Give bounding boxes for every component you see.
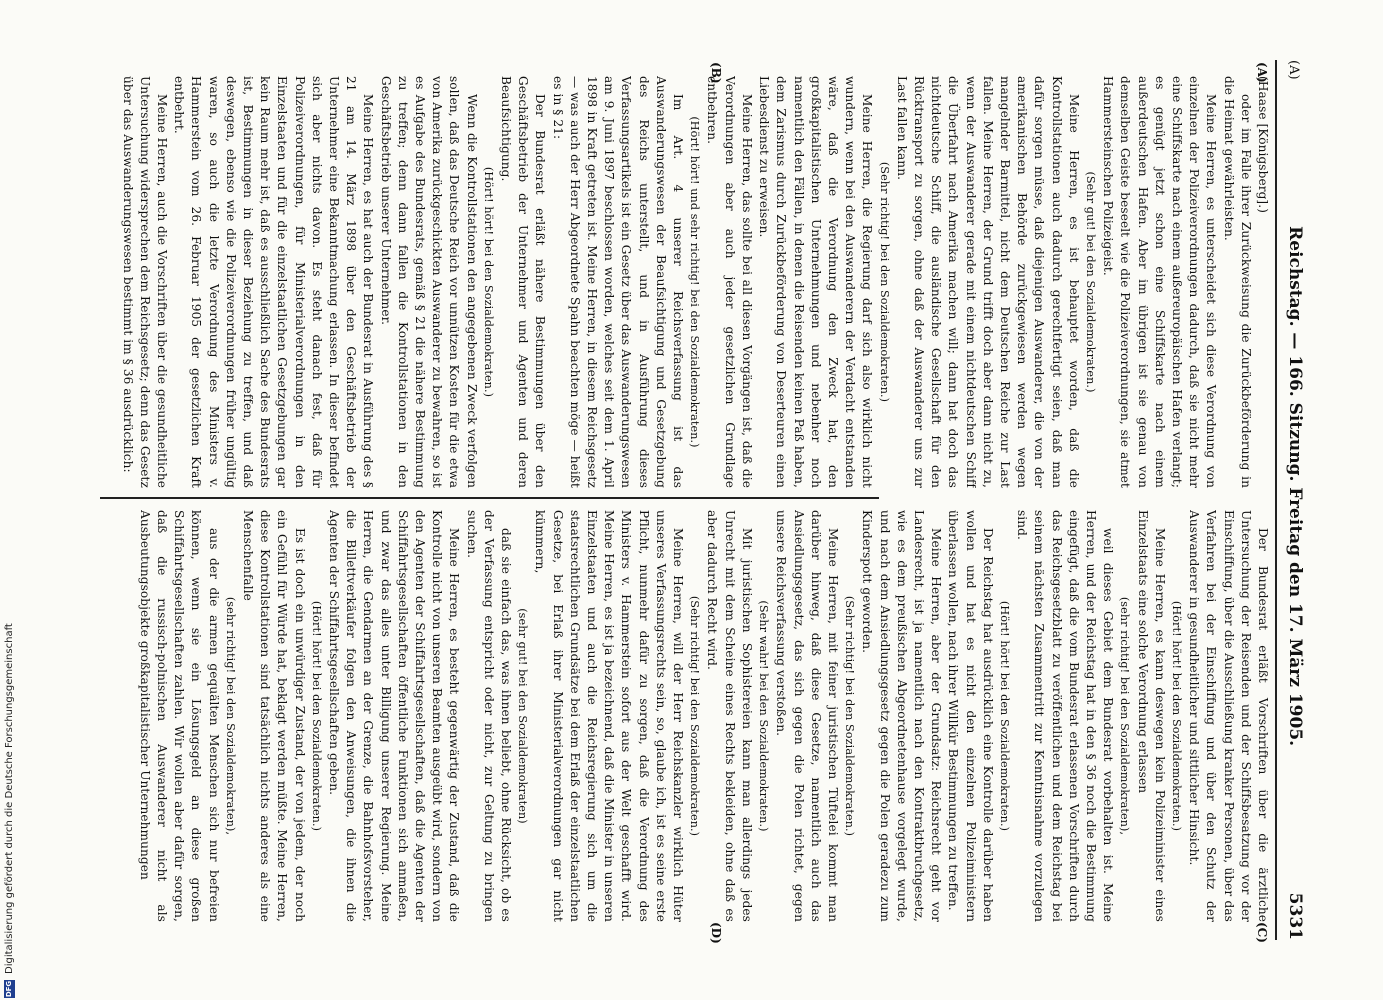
paragraph: aus der die armen gequälten Menschen sich nur befreien können, wenn sie ein Lösungsgeld an diese großen Schiffahrtsgesellschaften zahlen. Wir wollen aber dafür sorgen, daß die russisch-polnischen Auswanderer nicht als Ausbeutungsobjekte großkapitalistischer Unternehmungen bbox=[137, 510, 221, 922]
margin-marker-b: (B) bbox=[709, 62, 723, 84]
interjection: (sehr richtig! bei den Sozialdemokraten), bbox=[223, 596, 237, 836]
interjection: (sehr richtig! bei den Sozialdemokraten), bbox=[1118, 596, 1132, 836]
interjection: (Hört! hört! und sehr richtig! bei den Sozialdemokraten.) bbox=[688, 116, 702, 448]
footer-credit: Digitalisierung gefördert durch die Deutsche Forschungsgemeinschaft bbox=[3, 623, 15, 974]
paragraph: daß sie einfach das, was ihnen beliebt, ohne Rücksicht, ob es der Verfassung entspricht oder nicht, zur Geltung zu bringen suchen. bbox=[464, 510, 514, 922]
page-header bbox=[1279, 60, 1305, 940]
paragraph: Meine Herren, das sollte bei all diesen Vorgängen ist, daß die Verordnungen aber auch jeder gesetzlichen Grundlage entbehren. bbox=[705, 76, 754, 488]
footer bbox=[0, 0, 16, 1000]
paragraph: Meine Herren, es hat auch der Bundesrat in Ausführung des § 21 am 14. März 1898 über den Geschäftsbetrieb der Unternehmer eine Bekanntmachung erlassen. In dieser befindet sich aber nichts davon. Es steht danach fest, daß für Polizeiverordnungen, für Ministerialverordnungen in den Einzelstaaten und für die einzelstaatlichen Gesetzgebungen gar kein Raum mehr ist, daß es ausschließlich Sache des Bundesrats ist, Bestimmungen in dieser Beziehung zu treffen, und daß deswegen, ebenso wie die Polizeiverordnungen früher ungültig waren, so auch die letzte Verordnung des Ministers v. Hammerstein vom 26. Februar 1905 der gesetzlichen Kraft entbehrt. bbox=[172, 76, 376, 488]
text-column-right bbox=[100, 510, 1271, 922]
paragraph: Meine Herren, es kann deswegen kein Polizeiminister eines Einzelstaats eine solche Verordnung erlassen bbox=[1135, 510, 1167, 922]
paragraph: Meine Herren, die Regierung darf sich also wirklich nicht wundern, wenn bei den Auswanderern der Verdacht entstanden wäre, daß die Verordnung den Zweck hat, den großkapitalistischen Unternehmungen und nebenher noch namentlich den Fällen, in denen die Reisenden keinen Paß haben, dem Zarismus durch Zurückbeförderung von Deserteuren einen Liebesdienst zu erweisen. bbox=[757, 76, 875, 488]
interjection: (Sehr richtig! bei den Sozialdemokraten.) bbox=[688, 595, 702, 837]
paragraph: Meine Herren, es unterscheidet sich diese Verordnung von einzelnen der Polizeiverordnungen dadurch, daß sie nicht mehr eine Schiffskarte nach einem außereuropäischen Hafen verlangt; es genügt jetzt schon eine Schiffskarte nach einem außerdeutschen Hafen. Aber im übrigen ist sie genau von demselben Geiste beseelt wie die Polizeiverordnungen, sie atmet Hammersteinschen Polizeigeist. bbox=[1101, 76, 1219, 488]
paragraph: Meine Herren, es ist behauptet worden, daß die Kontrollstationen auch dadurch gerechtfertigt seien, daß man dafür sorgen müsse, daß diejenigen Auswanderer, die von der amerikanischen Behörde zurückgewiesen werden wegen mangelnder Barmittel, nicht dem Deutschen Reiche zur Last fallen. Meine Herren, der Grund trifft doch aber dann nicht zu, wenn der Auswanderer gerade mit einem nichtdeutschen Schiff die Überfahrt nach Amerika machen will; dann hat doch das nichtdeutsche Schiff, die ausländische Gesellschaft für den Rücktransport zu sorgen, ohne daß der Auswanderer uns zur Last fallen kann. bbox=[894, 76, 1081, 488]
interjection: (Hört! hört! bei den Sozialdemokraten.) bbox=[997, 600, 1011, 832]
paragraph: Im Art. 4 unserer Reichsverfassung ist das Auswanderungswesen der Beaufsichtigung und Gesetzgebung des Reichs unterstellt, und in Ausführung dieses Verfassungsartikels ist ein Gesetz über das Auswanderungswesen am 9. Juni 1897 beschlossen worden, welches seit dem 1. April 1898 in Kraft getreten ist. Meine Herren, in diesem Reichsgesetz — was auch der Herr Abgeordnete Spahn beachten möge — heißt es in § 21: bbox=[550, 76, 686, 488]
paragraph: Meine Herren, es besteht gegenwärtig der Zustand, daß die Kontrolle nicht von unseren Beamten ausgeübt wird, sondern von den Agenten der Schiffahrtsgesellschaften, daß die Agenten der Schiffahrtsgesellschaften öffentliche Funktionen sich anmaßen, und zwar das alles unter Billigung unserer Regierung. Meine Herren, die Gendarmen an der Grenze, die Bahnhofsvorsteher, die Billettverkäufer folgen den Anweisungen, die ihnen die Agenten der Schiffahrtsgesellschaften geben. bbox=[327, 510, 462, 922]
interjection: (Sehr richtig! bei den Sozialdemokraten.) bbox=[877, 161, 891, 403]
paragraph: Der Bundesrat erläßt nähere Bestimmungen über den Geschäftsbetrieb der Unternehmer und Agenten und deren Beaufsichtigung. bbox=[499, 76, 548, 488]
interjection: (Hört! hört! bei den Sozialdemokraten.) bbox=[1169, 600, 1183, 832]
paragraph: Der Bundesrat erläßt Vorschriften über die ärztliche Untersuchung der Reisenden und der Schiffsbesatzung vor der Einschiffung, über die Ausschließung kranker Personen, über das Verfahren bei der Einschiffung und über den Schutz der Auswanderer in gesundheitlicher und sittlicher Hinsicht. bbox=[1187, 510, 1270, 922]
paragraph: Es ist doch ein unwürdiger Zustand, der von jedem, der noch ein Gefühl für Würde hat, beklagt werden müßte. Meine Herren, diese Kontrollstationen sind tatsächlich nichts anderes als eine Menschenfalle bbox=[241, 510, 307, 922]
header-title: Reichstag. — 166. Sitzung. Freitag den 17. März 1905. bbox=[1285, 226, 1305, 747]
paragraph: Wenn die Kontrollstationen den angegebenen Zweck verfolgen sollen, daß das Deutsche Reich vor unnützen Kosten für die etwa von Amerika zurückgeschickten Auswanderer zu bewahren, so ist es Aufgabe des Bundesrats, gemäß § 21 die nähere Bestimmung zu treffen; denn dann fallen die Kontrollstationen in den Geschäftsbetrieb unserer Unternehmer. bbox=[378, 76, 479, 488]
interjection: (Sehr richtig! bei den Sozialdemokraten.) bbox=[843, 595, 857, 837]
paragraph: weil dieses Gebiet dem Bundesrat vorbehalten ist. Meine Herren, und der Reichstag hat in den § 36 noch die Bestimmung eingefügt, daß die vom Bundesrat erlassenen Vorschriften durch das Reichsgesetzblatt zu veröffentlichen und dem Reichstag bei seinem nächsten Zusammentritt zur Kenntnisnahme vorzulegen sind. bbox=[1015, 510, 1116, 922]
column-divider bbox=[100, 497, 879, 499]
text-column-left bbox=[100, 76, 1271, 488]
interjection: (Sehr wahr! bei den Sozialdemokraten.) bbox=[757, 600, 771, 832]
header-rule bbox=[1275, 60, 1277, 940]
interjection: (Sehr gut! bei den Sozialdemokraten.) bbox=[1083, 171, 1097, 393]
page-number: 5331 bbox=[1285, 892, 1305, 940]
margin-marker-d: (D) bbox=[709, 922, 723, 944]
dfg-logo: DFG bbox=[4, 980, 13, 998]
interjection: (sehr gut! bei den Sozialdemokraten) bbox=[516, 608, 530, 824]
paragraph: Meine Herren, mit feiner juristischen Tüftelei kommt man darüber hinweg, daß diese Gesetze, namentlich auch das Ansiedlungsgesetz, das sich gegen die Polen richtet, gegen unsere Reichsverfassung verstoßen. bbox=[774, 510, 840, 922]
paragraph: Meine Herren, aber der Grundsatz: Reichsrecht geht vor Landesrecht, ist ja namentlich nach den Kontraktbruchgesetz, wie es dem preußischen Abgeordnetenhause vorgelegt wurde, und nach dem Ansiedlungsgesetz gegen die Polen geradezu zum Kinderspott geworden. bbox=[860, 510, 944, 922]
paragraph: Mit juristischen Sophistereien kann man allerdings jedes Unrecht mit dem Scheine eines Rechts bekleiden, ohne daß es aber dadurch Recht wird. bbox=[705, 510, 754, 922]
interjection: (Hört! hört! bei den Sozialdemokraten.) bbox=[481, 166, 495, 398]
paragraph: Meine Herren, will der Herr Reichskanzler wirklich Hüter unseres Verfassungsrechts sein, so, glaube ich, ist es seine erste Pflicht, nunmehr dafür zu sorgen, daß die Verordnung des Ministers v. Hammerstein sofort aus der Welt geschafft wird. Meine Herren, es ist ja bezeichnend, daß die Minister in unseren Einzelstaaten und auch die Reichsregierung sich um die staatsrechtlichen Grundsätze bei dem Erlaß der einzelstaatlichen Gesetze, bei Erlaß ihrer Ministerialverordnungen gar nicht kümmern, bbox=[533, 510, 686, 922]
margin-marker-a: (A) bbox=[1255, 62, 1269, 83]
margin-marker-c: (C) bbox=[1255, 922, 1269, 943]
paragraph: Meine Herren, auch die Vorschriften über die gesundheitliche Untersuchung widersprechen dem Reichsgesetz; denn das Gesetz über das Auswanderungswesen bestimmt im § 36 ausdrücklich: bbox=[120, 76, 169, 488]
interjection: (Hört! hört! bei den Sozialdemokraten.) bbox=[309, 600, 323, 832]
header-left-marker: (A) bbox=[1286, 60, 1301, 80]
paragraph: Der Reichstag hat ausdrücklich eine Kontrolle darüber haben wollen und hat es nicht den einzelnen Polizeiministern überlassen wollen, nach ihrer Willkür Bestimmungen zu treffen. bbox=[946, 510, 995, 922]
paragraph: oder im Falle ihrer Zurückweisung die Zurückbeförderung in die Heimat gewährleisten. bbox=[1221, 76, 1253, 488]
paragraph: (Haase [Königsberg].) bbox=[1256, 76, 1270, 214]
